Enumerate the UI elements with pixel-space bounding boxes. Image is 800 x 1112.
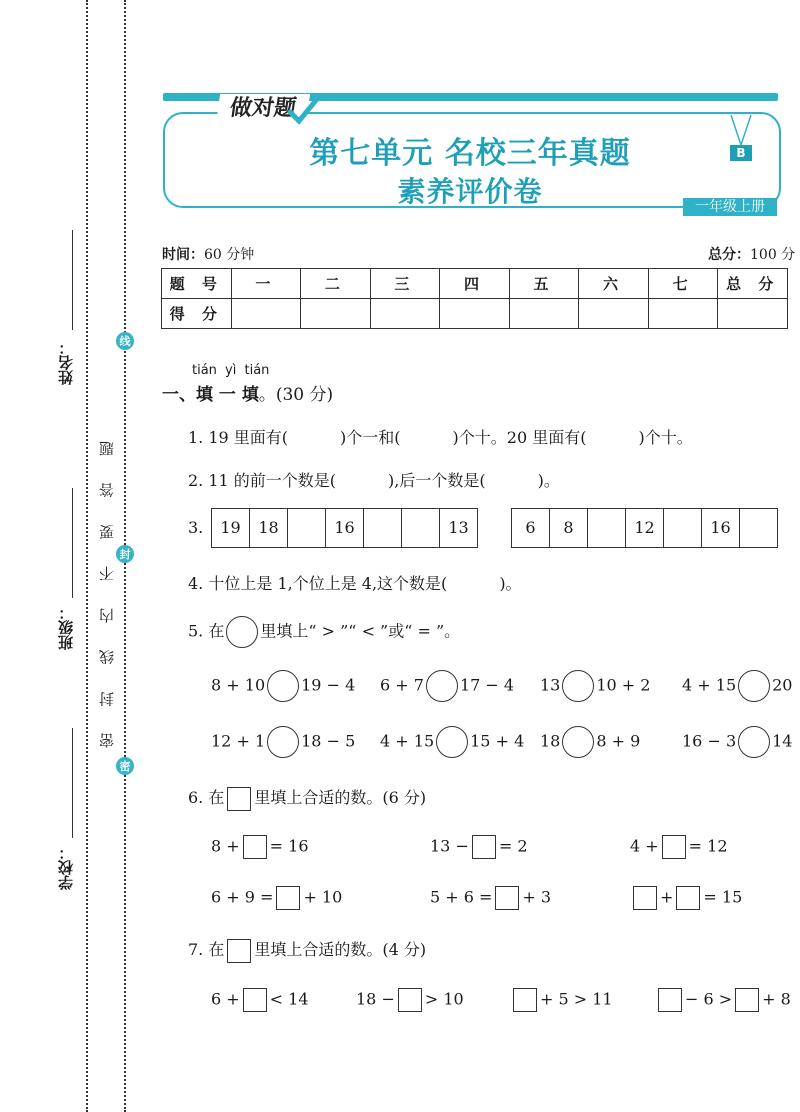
seal-mark-seal: 封 [116, 545, 134, 563]
square-icon [227, 939, 251, 963]
header-cell: 二 [301, 269, 371, 299]
name-label: 姓名： [57, 340, 75, 385]
circle-icon [226, 616, 258, 648]
seq-blank-cell[interactable] [664, 509, 702, 547]
answer-box[interactable] [658, 988, 682, 1012]
compare-item [211, 726, 355, 758]
q2-text-b: ),后一个数是( [388, 471, 486, 490]
q5-text-a: 5. 在 [188, 621, 225, 641]
fill-left: 6 + [211, 989, 240, 1009]
score-table [161, 268, 788, 329]
fill-left: 5 + 6 = [430, 887, 493, 907]
header-cell: 四 [440, 269, 510, 299]
time-value: 60 分钟 [204, 247, 255, 263]
score-cell[interactable] [509, 299, 579, 329]
compare-left: 4 + 15 [682, 675, 737, 695]
compare-left: 18 [540, 731, 561, 751]
compare-circle[interactable] [426, 670, 458, 702]
seq-blank-cell[interactable] [402, 509, 440, 547]
compare-circle[interactable] [267, 726, 299, 758]
compare-circle[interactable] [562, 670, 594, 702]
answer-box[interactable] [243, 835, 267, 859]
section-pinyin: tián yì tián [192, 363, 270, 378]
name-write-line[interactable] [72, 230, 73, 330]
school-label: 学校： [57, 845, 75, 890]
compare-circle[interactable] [267, 670, 299, 702]
q7-text-b: 里填上合适的数。(4 分) [254, 940, 427, 959]
q2-text-a: 2. 11 的前一个数是( [188, 471, 337, 490]
seq-blank-cell[interactable] [588, 509, 626, 547]
q4-text-a: 4. 十位上是 1,个位上是 4,这个数是( [188, 574, 448, 593]
compare-item [682, 670, 792, 702]
score-cell[interactable] [370, 299, 440, 329]
binding-dotted-line-left [86, 0, 88, 1112]
checkmark-icon [286, 96, 320, 126]
q1-text-b: )个一和( [340, 428, 401, 447]
total-info [708, 244, 795, 264]
fill-right: + 10 [303, 887, 343, 907]
seq-cell: 12 [626, 509, 664, 547]
seq-blank-cell[interactable] [288, 509, 326, 547]
seal-mark-secret: 密 [116, 757, 134, 775]
fill-right: = 2 [498, 836, 528, 856]
seq-cell: 8 [550, 509, 588, 547]
header-cell: 三 [370, 269, 440, 299]
q7-text-a: 7. 在 [188, 940, 225, 959]
compare-left: 12 + 1 [211, 731, 266, 751]
compare-circle[interactable] [738, 726, 770, 758]
compare-left: 8 + 10 [211, 675, 266, 695]
compare-left: 16 − 3 [682, 731, 737, 751]
header-cell: 六 [579, 269, 649, 299]
page-subtitle: 素养评价卷 [397, 175, 543, 208]
question-1 [188, 425, 693, 448]
compare-left: 13 [540, 675, 561, 695]
fill-item [630, 835, 728, 859]
seq-cell: 6 [512, 509, 550, 547]
fill-right: = 15 [703, 887, 743, 907]
version-badge: B [730, 145, 752, 161]
seq-cell: 16 [326, 509, 364, 547]
total-label: 总分： [708, 247, 750, 263]
question-4 [188, 571, 522, 594]
q6-text-b: 里填上合适的数。(6 分) [254, 788, 427, 807]
answer-box[interactable] [243, 988, 267, 1012]
fill-left: 4 + [630, 836, 659, 856]
question-3-label: 3. [188, 518, 204, 537]
compare-circle[interactable] [562, 726, 594, 758]
class-write-line[interactable] [72, 488, 73, 598]
grade-tag: 一年级上册 [683, 198, 777, 216]
score-cell[interactable] [579, 299, 649, 329]
fill-mid: − 6 > [685, 989, 733, 1009]
score-table-score-row [162, 299, 788, 329]
page-title: 第七单元 名校三年真题 [309, 136, 631, 171]
compare-left: 6 + 7 [380, 675, 424, 695]
compare-right: 20 [772, 675, 793, 695]
header-cell: 五 [509, 269, 579, 299]
fill-item [510, 988, 613, 1012]
fill-item [630, 886, 742, 910]
fill-right: < 14 [269, 989, 309, 1009]
fill-right: + 8 [762, 989, 791, 1009]
seq-cell: 18 [250, 509, 288, 547]
section-title-text: 一、填 一 填 [162, 385, 259, 405]
compare-right: 17 − 4 [459, 675, 515, 695]
score-cell[interactable] [648, 299, 718, 329]
seq-cell: 16 [702, 509, 740, 547]
compare-right: 19 − 4 [301, 675, 356, 695]
compare-right: 18 − 5 [301, 731, 356, 751]
compare-right: 8 + 9 [596, 731, 641, 751]
score-table-header-row [162, 269, 788, 299]
question-7 [188, 937, 426, 963]
compare-item [380, 726, 524, 758]
header-cell: 题 号 [162, 269, 232, 299]
fill-right: = 12 [688, 836, 728, 856]
fill-left: 6 + 9 = [211, 887, 274, 907]
score-cell[interactable] [231, 299, 301, 329]
q1-text-d: )个十。 [638, 428, 693, 447]
answer-box[interactable] [662, 835, 686, 859]
fill-item [211, 835, 309, 859]
compare-item [380, 670, 514, 702]
compare-item [540, 726, 640, 758]
fill-right: + 5 > 11 [540, 989, 613, 1009]
compare-left: 4 + 15 [380, 731, 435, 751]
score-cell[interactable] [301, 299, 371, 329]
fill-item [655, 988, 791, 1012]
number-sequence-2 [511, 508, 778, 548]
badge-hanger-icon [728, 115, 754, 147]
banner-tag: 做对题 [216, 94, 310, 124]
section-points: 。(30 分) [258, 385, 334, 405]
question-6 [188, 785, 426, 811]
q1-text-c: )个十。20 里面有( [452, 428, 587, 447]
score-cell[interactable] [440, 299, 510, 329]
row-label: 得 分 [162, 299, 232, 329]
fill-right: > 10 [424, 989, 464, 1009]
compare-item [540, 670, 650, 702]
fill-item [211, 988, 309, 1012]
seal-mark-line: 线 [116, 332, 134, 350]
header-cell: 总 分 [718, 269, 788, 299]
square-icon [227, 787, 251, 811]
q2-text-c: )。 [537, 471, 560, 490]
fill-right: + 3 [522, 887, 552, 907]
compare-right: 10 + 2 [596, 675, 651, 695]
section-title [162, 380, 333, 405]
school-write-line[interactable] [72, 728, 73, 838]
fill-item [430, 886, 551, 910]
score-cell[interactable] [718, 299, 788, 329]
fill-left: 18 − [356, 989, 395, 1009]
fill-right: = 16 [269, 836, 309, 856]
time-label: 时间： [162, 247, 204, 263]
compare-item [211, 670, 355, 702]
fill-item [356, 988, 464, 1012]
header-cell: 七 [648, 269, 718, 299]
seq-blank-cell[interactable] [364, 509, 402, 547]
q4-text-b: )。 [499, 574, 522, 593]
answer-box[interactable] [398, 988, 422, 1012]
answer-box[interactable] [495, 886, 519, 910]
answer-box[interactable] [735, 988, 759, 1012]
seal-note: 密 封 线 内 不 要 答 题 [98, 430, 116, 749]
answer-box[interactable] [472, 835, 496, 859]
compare-circle[interactable] [436, 726, 468, 758]
total-value: 100 分 [750, 247, 796, 263]
compare-right: 14 [772, 731, 793, 751]
q6-text-a: 6. 在 [188, 788, 225, 807]
q5-text-b: 里填上“ > ”“ < ”或“ = ”。 [260, 621, 461, 641]
q1-text-a: 1. 19 里面有( [188, 428, 289, 447]
compare-circle[interactable] [738, 670, 770, 702]
fill-left: 8 + [211, 836, 240, 856]
fill-left: 13 − [430, 836, 469, 856]
answer-box[interactable] [513, 988, 537, 1012]
fill-item [430, 835, 528, 859]
compare-item [682, 726, 792, 758]
seq-cell: 13 [448, 518, 469, 537]
time-info [162, 244, 254, 264]
header-cell: 一 [231, 269, 301, 299]
number-sequence-1 [211, 508, 478, 548]
compare-right: 15 + 4 [470, 731, 525, 751]
question-5 [188, 616, 460, 648]
answer-box[interactable] [633, 886, 657, 910]
class-label: 班级： [57, 605, 75, 650]
seq-blank-cell[interactable] [740, 509, 777, 547]
seq-cell: 19 [212, 509, 250, 547]
question-2 [188, 468, 560, 491]
answer-box[interactable] [276, 886, 300, 910]
fill-mid: + [660, 887, 674, 907]
answer-box[interactable] [676, 886, 700, 910]
fill-item [211, 886, 342, 910]
